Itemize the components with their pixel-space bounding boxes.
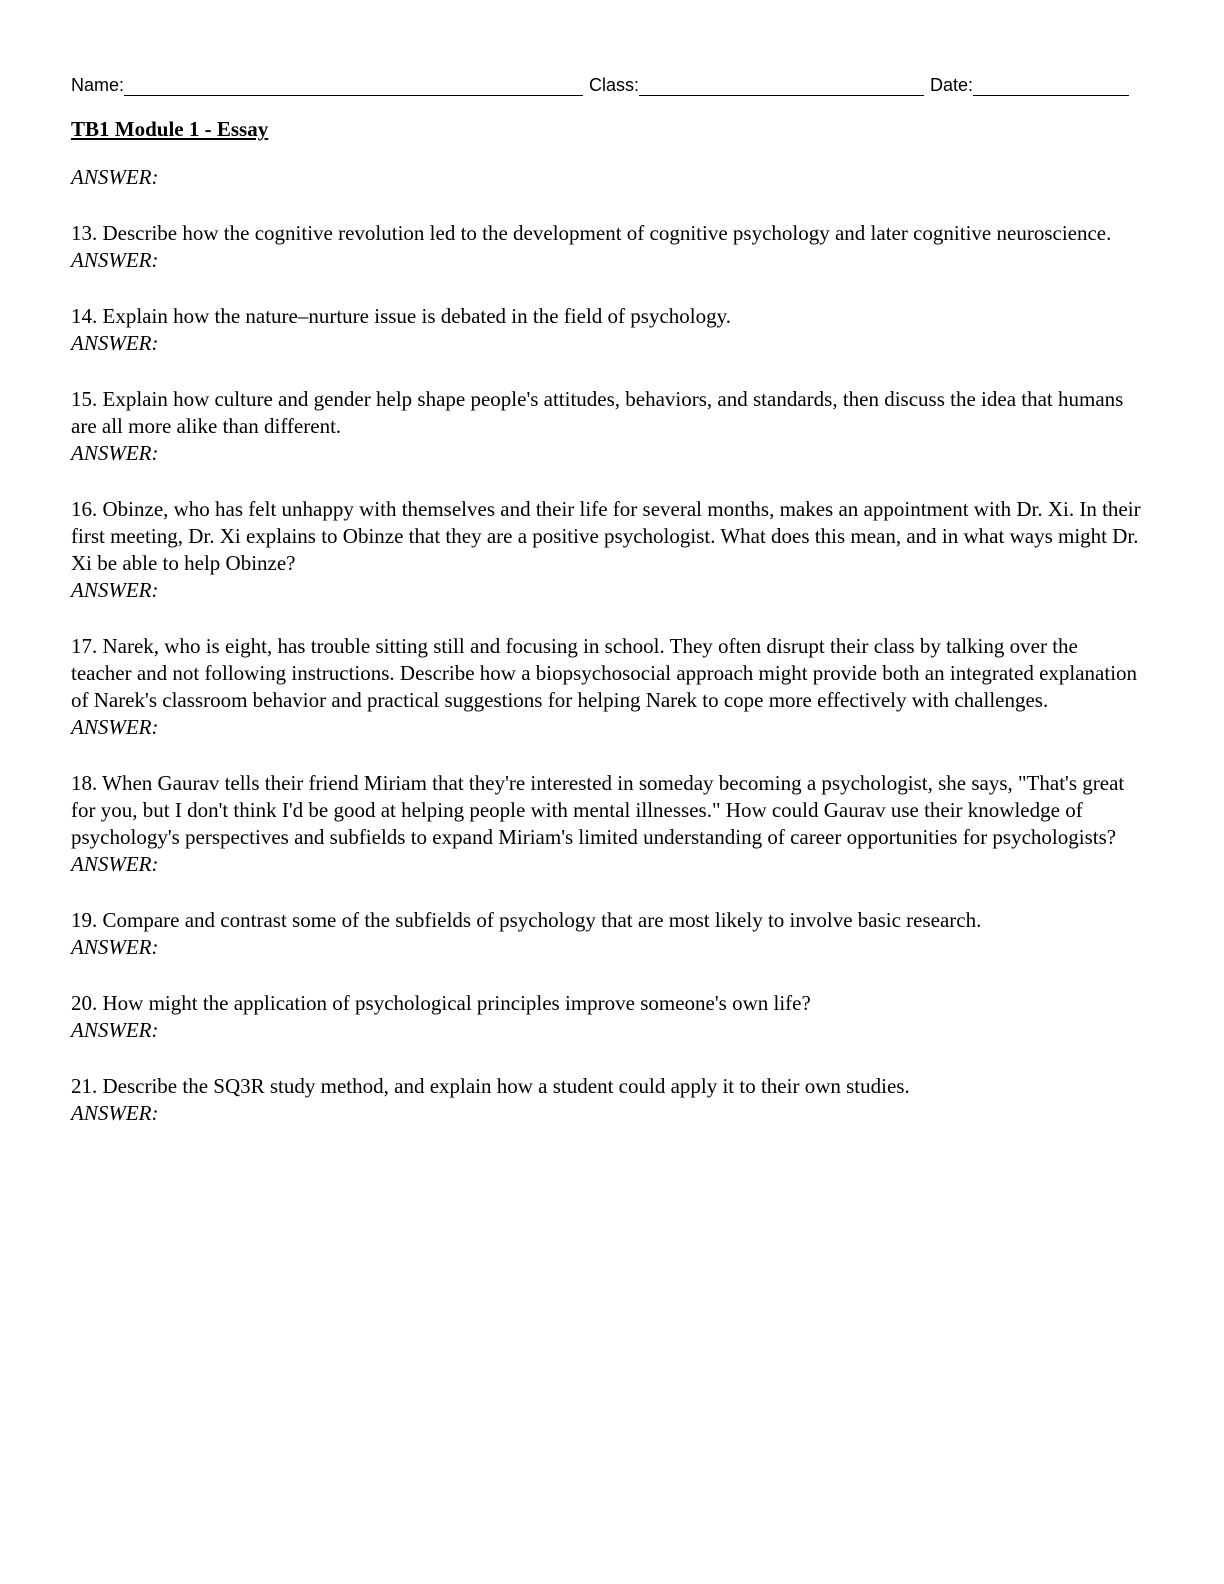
name-label: Name: <box>71 75 125 95</box>
question-14 <box>71 303 1143 357</box>
question-13 <box>71 220 1143 274</box>
question-text: 20. How might the application of psychological principles improve someone's own life? <box>71 991 811 1015</box>
answer-label: ANSWER: <box>71 165 159 189</box>
document-page <box>71 68 1143 1127</box>
question-text: 17. Narek, who is eight, has trouble sitting still and focusing in school. They often disrupt their class by talking over the teacher and not following instructions. Describe how a biopsychosocial approach might provide both an integrated explanation of Narek's classroom behavior and practical suggestions for helping Narek to cope more effectively with challenges. <box>71 634 1138 712</box>
answer-label: ANSWER: <box>71 248 159 272</box>
question-text: 21. Describe the SQ3R study method, and explain how a student could apply it to their own studies. <box>71 1074 910 1098</box>
question-text: 13. Describe how the cognitive revolution led to the development of cognitive psychology and later cognitive neuroscience. <box>71 221 1112 245</box>
date-label: Date: <box>930 75 974 95</box>
question-21 <box>71 1073 1143 1127</box>
answer-label: ANSWER: <box>71 1018 159 1042</box>
answer-label: ANSWER: <box>71 852 159 876</box>
question-19 <box>71 907 1143 961</box>
answer-label: ANSWER: <box>71 331 159 355</box>
question-16 <box>71 496 1143 604</box>
question-text: 19. Compare and contrast some of the subfields of psychology that are most likely to involve basic research. <box>71 908 982 932</box>
question-20 <box>71 990 1143 1044</box>
question-17 <box>71 633 1143 741</box>
date-field-line[interactable] <box>973 75 1129 96</box>
question-18 <box>71 770 1143 878</box>
answer-label: ANSWER: <box>71 935 159 959</box>
question-text: 15. Explain how culture and gender help shape people's attitudes, behaviors, and standards, then discuss the idea that humans are all more alike than different. <box>71 387 1124 438</box>
class-label: Class: <box>589 75 640 95</box>
answer-label: ANSWER: <box>71 1101 159 1125</box>
header-row <box>71 68 1143 96</box>
answer-label: ANSWER: <box>71 441 159 465</box>
question-15 <box>71 386 1143 467</box>
question-text: 16. Obinze, who has felt unhappy with themselves and their life for several months, makes an appointment with Dr. Xi. In their first meeting, Dr. Xi explains to Obinze that they are a positive psychologist. What does this mean, and in what ways might Dr. Xi be able to help Obinze? <box>71 497 1141 575</box>
name-field-line[interactable] <box>124 75 583 96</box>
answer-label: ANSWER: <box>71 578 159 602</box>
question-text: 14. Explain how the nature–nurture issue is debated in the field of psychology. <box>71 304 731 328</box>
question-text: 18. When Gaurav tells their friend Miriam that they're interested in someday becoming a psychologist, she says, "That's great for you, but I don't think I'd be good at helping people with mental illnesses." How could Gaurav use their knowledge of psychology's perspectives and subfields to expand Miriam's limited understanding of career opportunities for psychologists? <box>71 771 1125 849</box>
answer-label: ANSWER: <box>71 715 159 739</box>
class-field-line[interactable] <box>639 75 924 96</box>
document-title: TB1 Module 1 - Essay <box>71 117 269 141</box>
